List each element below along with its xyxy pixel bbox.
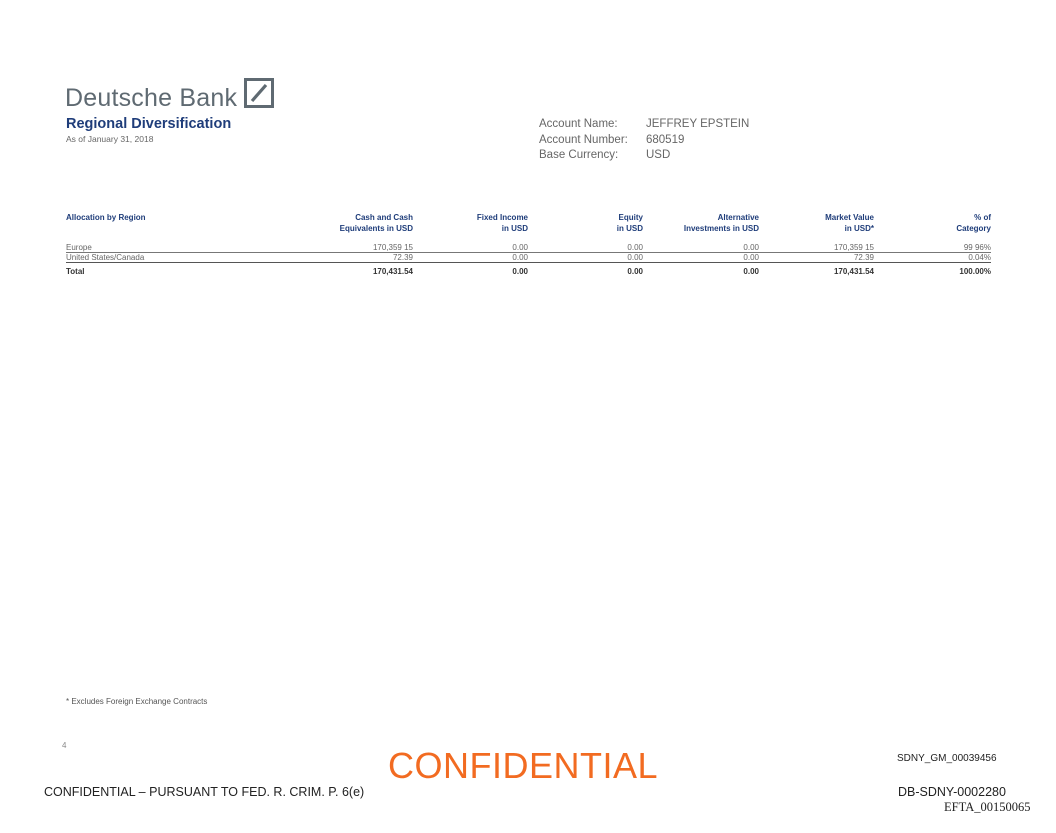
total-fixed-income: 0.00: [512, 267, 528, 276]
total-market-value: 170,431.54: [833, 267, 874, 276]
region-name: United States/Canada: [66, 252, 145, 262]
cell-fixed-income: 0.00: [512, 252, 528, 262]
cell-market-value: 72.39: [853, 252, 874, 262]
col-header-region: Allocation by Region: [66, 213, 146, 222]
cell-cash: 72.39: [392, 252, 413, 262]
col-header-equity: Equity in USD: [616, 213, 643, 233]
brand-name: Deutsche Bank: [65, 84, 238, 112]
cell-equity: 0.00: [627, 243, 643, 252]
total-divider: [66, 262, 991, 263]
account-info: [539, 117, 749, 164]
confidential-stamp: CONFIDENTIAL: [388, 745, 659, 786]
total-label: Total: [66, 267, 85, 276]
as-of-date: As of January 31, 2018: [66, 134, 154, 144]
cell-percent: 99 96%: [963, 243, 991, 252]
bates-number-sdny: SDNY_GM_00039456: [897, 753, 997, 764]
total-percent: 100.00%: [959, 267, 991, 276]
account-name-row: [539, 117, 749, 133]
table-row: [66, 253, 991, 263]
col-header-percent: % of Category: [956, 213, 991, 233]
cell-percent: 0.04%: [968, 252, 991, 262]
efta-number: EFTA_00150065: [944, 800, 1031, 814]
cell-cash: 170,359 15: [372, 243, 413, 252]
total-alternative: 0.00: [743, 267, 759, 276]
account-number-row: [539, 133, 749, 149]
base-currency-value: USD: [646, 149, 671, 161]
region-name: Europe: [66, 243, 92, 252]
account-name-label: Account Name:: [539, 118, 618, 130]
base-currency-label: Base Currency:: [539, 149, 619, 161]
account-number-value: 680519: [646, 133, 685, 146]
confidentiality-legend: CONFIDENTIAL – PURSUANT TO FED. R. CRIM. P. 6(e): [44, 785, 365, 799]
col-header-market-value: Market Value in USD*: [825, 213, 874, 233]
total-cash: 170,431.54: [372, 267, 413, 276]
cell-alternative: 0.00: [743, 252, 759, 262]
page-number: 4: [62, 741, 67, 750]
cell-market-value: 170,359 15: [833, 243, 874, 252]
col-header-cash: Cash and Cash Equivalents in USD: [339, 213, 413, 233]
base-currency-row: [539, 148, 749, 164]
page-title: Regional Diversification: [66, 116, 232, 132]
table-header: [66, 213, 991, 237]
allocation-table: [66, 213, 991, 277]
deutsche-bank-logo-icon: [244, 78, 274, 108]
cell-fixed-income: 0.00: [512, 243, 528, 252]
col-header-alternative: Alternative Investments in USD: [683, 213, 759, 233]
cell-alternative: 0.00: [743, 243, 759, 252]
col-header-fixed-income: Fixed Income in USD: [476, 213, 528, 233]
cell-equity: 0.00: [627, 252, 643, 262]
total-equity: 0.00: [627, 267, 643, 276]
table-total-row: [66, 267, 991, 277]
bates-number-db: DB-SDNY-0002280: [898, 785, 1006, 799]
account-number-label: Account Number:: [539, 133, 628, 146]
footnote: * Excludes Foreign Exchange Contracts: [66, 697, 208, 706]
account-name-value: JEFFREY EPSTEIN: [646, 118, 750, 130]
